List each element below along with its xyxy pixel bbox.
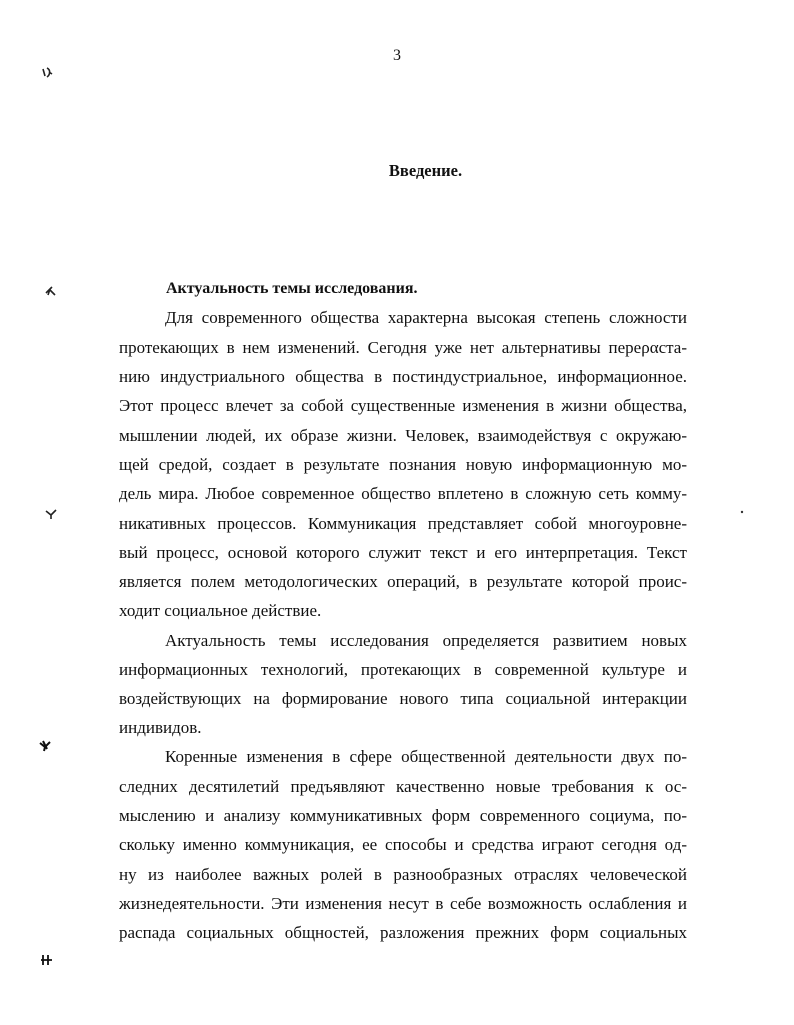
page-title: Введение. <box>388 161 463 180</box>
section-title: Актуальность темы исследования. <box>166 280 418 297</box>
margin-mark-icon <box>40 953 54 967</box>
margin-mark-icon <box>40 66 54 80</box>
margin-mark-icon <box>44 284 58 298</box>
text-line: вый процесс, основой которого служит текст и его интерпретация. Текст <box>119 543 687 562</box>
text-line: распада социальных общностей, разложения прежних форм социальных <box>119 923 687 942</box>
text-line: мыслению и анализу коммуникативных форм современного социума, по- <box>119 806 687 825</box>
text-line: жизнедеятельности. Эти изменения несут в себе возможность ослабления и <box>119 894 687 913</box>
text-line: никативных процессов. Коммуникация представляет собой многоуровне- <box>119 514 687 533</box>
text-line: информационных технологий, протекающих в современной культуре и <box>119 660 687 679</box>
text-line: протекающих в нем изменений. Сегодня уже нет альтернативы переραста- <box>119 338 687 357</box>
text-line: ну из наиболее важных ролей в разнообразных отраслях человеческой <box>119 865 687 884</box>
text-line: Актуальность темы исследования определяется развитием новых <box>165 631 687 650</box>
text-line: ходит социальное действие. <box>119 601 322 620</box>
page-number: 3 <box>393 47 401 64</box>
text-line: мышлении людей, их образе жизни. Человек, взаимодействуя с окружаю- <box>119 426 687 445</box>
speck-mark-icon <box>740 510 744 514</box>
text-line: дель мира. Любое современное общество вплетено в сложную сеть комму- <box>119 484 687 503</box>
text-line: скольку именно коммуникация, ее способы и средства играют сегодня од- <box>119 835 687 854</box>
text-line: является полем методологических операций, в результате которой проис- <box>119 572 687 591</box>
margin-mark-icon <box>38 738 52 752</box>
text-line: индивидов. <box>119 718 202 737</box>
text-line: следних десятилетий предъявляют качественно новые требования к ос- <box>119 777 687 796</box>
text-line: Для современного общества характерна высокая степень сложности <box>165 308 687 327</box>
text-line: Коренные изменения в сфере общественной деятельности двух по- <box>165 747 687 766</box>
text-line: воздействующих на формирование нового типа социальной интеракции <box>119 689 687 708</box>
margin-mark-icon <box>44 507 58 521</box>
text-line: Этот процесс влечет за собой существенные изменения в жизни общества, <box>119 396 687 415</box>
text-line: щей средой, создает в результате познания новую информационную мо- <box>119 455 687 474</box>
text-line: нию индустриального общества в постиндустриальное, информационное. <box>119 367 687 386</box>
